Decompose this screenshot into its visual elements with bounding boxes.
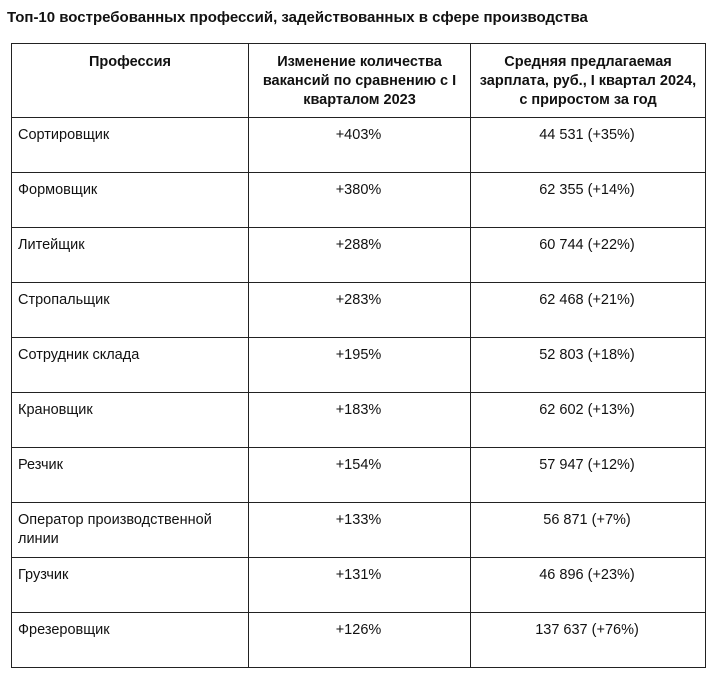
table-row (12, 558, 706, 613)
cell-profession: Формовщик (12, 173, 249, 228)
cell-profession: Сотрудник склада (12, 338, 249, 393)
cell-profession: Стропальщик (12, 283, 249, 338)
header-vacancy-change: Изменение количества вакансий по сравнению с I кварталом 2023 (249, 44, 471, 118)
table-header-row (12, 44, 706, 118)
cell-vacancy-change: +403% (249, 118, 471, 173)
header-average-salary: Средняя предлагаемая зарплата, руб., I квартал 2024, с приростом за год (471, 44, 706, 118)
header-profession: Профессия (12, 44, 249, 118)
table-row (12, 393, 706, 448)
table-row (12, 228, 706, 283)
cell-profession: Резчик (12, 448, 249, 503)
cell-vacancy-change: +283% (249, 283, 471, 338)
cell-vacancy-change: +183% (249, 393, 471, 448)
table-row (12, 283, 706, 338)
cell-vacancy-change: +131% (249, 558, 471, 613)
cell-profession: Грузчик (12, 558, 249, 613)
cell-vacancy-change: +195% (249, 338, 471, 393)
cell-average-salary: 137 637 (+76%) (471, 613, 706, 668)
cell-profession: Сортировщик (12, 118, 249, 173)
page-title: Топ-10 востребованных профессий, задействованных в сфере производства (7, 9, 588, 26)
table-row (12, 338, 706, 393)
cell-average-salary: 62 468 (+21%) (471, 283, 706, 338)
cell-average-salary: 62 355 (+14%) (471, 173, 706, 228)
table-row (12, 613, 706, 668)
table-row (12, 118, 706, 173)
cell-average-salary: 62 602 (+13%) (471, 393, 706, 448)
cell-profession: Фрезеровщик (12, 613, 249, 668)
cell-vacancy-change: +154% (249, 448, 471, 503)
cell-profession: Оператор производственной линии (12, 503, 249, 558)
table-row (12, 503, 706, 558)
cell-vacancy-change: +380% (249, 173, 471, 228)
table-row (12, 448, 706, 503)
cell-profession: Литейщик (12, 228, 249, 283)
cell-vacancy-change: +288% (249, 228, 471, 283)
cell-profession: Крановщик (12, 393, 249, 448)
professions-table (11, 43, 706, 668)
cell-average-salary: 56 871 (+7%) (471, 503, 706, 558)
cell-average-salary: 44 531 (+35%) (471, 118, 706, 173)
cell-vacancy-change: +133% (249, 503, 471, 558)
cell-average-salary: 52 803 (+18%) (471, 338, 706, 393)
cell-average-salary: 60 744 (+22%) (471, 228, 706, 283)
table-row (12, 173, 706, 228)
cell-average-salary: 57 947 (+12%) (471, 448, 706, 503)
cell-vacancy-change: +126% (249, 613, 471, 668)
cell-average-salary: 46 896 (+23%) (471, 558, 706, 613)
